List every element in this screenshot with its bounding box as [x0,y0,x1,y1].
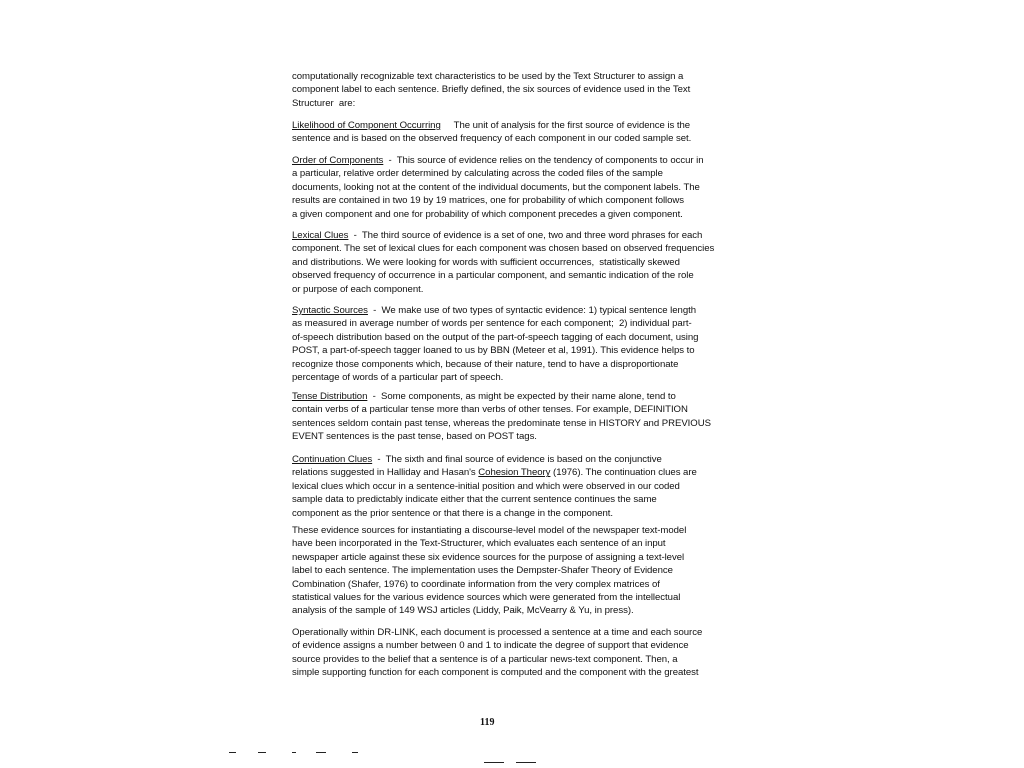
page-number: 119 [480,717,495,728]
line-text: sentences seldom contain past tense, whereas the predominate tense in HISTORY and PREVIOUS [292,417,711,429]
line-text: component. The set of lexical clues for each component was chosen based on observed frequencies [292,243,715,255]
text-line [292,344,722,357]
line-text: a given component and one for probability of which component precedes a given component. [292,208,683,220]
line-text: percentage of words of a particular part of speech. [292,371,504,383]
text-line [292,317,722,330]
line-text: EVENT sentences is the past tense, based on POST tags. [292,431,537,443]
line-text: These evidence sources for instantiating a discourse-level model of the newspaper text-model [292,525,687,536]
line-text: statistical values for the various evidence sources which were generated from the intellectual [292,591,681,603]
line-text: relations suggested in Halliday and Hasan's [292,467,479,479]
line-text: component as the prior sentence or that there is a change in the component. [292,507,614,519]
line-text: sentence and is based on the observed frequency of each component in our coded sample set. [292,133,692,145]
section-heading: Lexical Clues [292,230,349,241]
text-line [292,390,722,403]
line-text: source provides to the belief that a sentence is of a particular news-text component. Then, a [292,653,678,665]
line-text: - This source of evidence relies on the tendency of components to occur in [383,155,704,166]
line-text: contain verbs of a particular tense more than verbs of other tenses. For example, DEFINITION [292,404,688,416]
text-line [292,466,722,479]
line-text: newspaper article against these six evidence sources for the purpose of assigning a text-level [292,551,685,563]
text-line [292,119,722,132]
line-text: have been incorporated in the Text-Structurer, which evaluates each sentence of an input [292,538,666,550]
scan-mark [484,762,504,763]
line-text: a particular, relative order determined by calculating across the coded files of the sample [292,168,663,180]
line-text: recognize those components which, because of their nature, tend to have a disproportionate [292,358,679,370]
text-line [292,181,722,194]
text-line [292,283,722,296]
line-text: POST, a part-of-speech tagger loaned to us by BBN (Meteer et al, 1991). This evidence helps to [292,345,695,357]
text-line [292,403,722,416]
text-line [292,229,722,242]
paragraph [292,70,722,110]
text-line [292,83,722,96]
scan-mark [316,752,326,753]
text-line [292,154,722,167]
text-line [292,578,722,591]
line-text: as measured in average number of words per sentence for each component; 2) individual part- [292,318,692,330]
scan-mark [352,752,358,753]
text-line [292,132,722,145]
text-line [292,358,722,371]
text-line [292,524,722,537]
scan-mark [516,762,536,763]
scan-mark [292,752,296,753]
text-line [292,256,722,269]
cited-title: Cohesion Theory [478,467,551,479]
line-text: of evidence assigns a number between 0 and 1 to indicate the degree of support that evidence [292,640,689,652]
line-text: sample data to predictably indicate either that the current sentence continues the same [292,494,657,506]
text-line [292,269,722,282]
line-text: documents, looking not at the content of the individual documents, but the component labels. The [292,181,700,193]
section-heading: Tense Distribution [292,391,368,402]
text-line [292,417,722,430]
text-line [292,653,722,666]
text-line [292,208,722,221]
paragraph [292,119,722,146]
line-text: analysis of the sample of 149 WSJ articles (Liddy, Paik, McVearry & Yu, in press). [292,605,634,617]
text-line [292,591,722,604]
section-heading: Continuation Clues [292,454,373,465]
text-line [292,453,722,466]
line-text: (1976). The continuation clues are [550,467,697,479]
text-line [292,666,722,679]
line-text: The unit of analysis for the first source of evidence is the [440,120,691,131]
scan-mark [258,752,266,753]
text-line [292,304,722,317]
text-line [292,194,722,207]
paragraph [292,154,722,221]
text-line [292,626,722,639]
line-text: - Some components, as might be expected by their name alone, tend to [367,391,676,402]
section-heading: Likelihood of Component Occurring [292,120,441,131]
paragraph [292,229,722,296]
text-line [292,430,722,443]
text-line [292,70,722,83]
scan-mark [229,752,236,753]
text-line [292,537,722,550]
line-text: or purpose of each component. [292,283,424,295]
section-heading: Order of Components [292,155,384,166]
line-text: component label to each sentence. Briefly defined, the six sources of evidence used in the Text [292,84,691,96]
text-line [292,371,722,384]
paragraph [292,390,722,444]
text-line [292,493,722,506]
text-line [292,564,722,577]
line-text: - The third source of evidence is a set of one, two and three word phrases for each [348,230,703,241]
line-text: - We make use of two types of syntactic evidence: 1) typical sentence length [367,305,697,316]
line-text: Operationally within DR-LINK, each document is processed a sentence at a time and each source [292,627,703,638]
section-heading: Syntactic Sources [292,305,368,316]
line-text: of-speech distribution based on the output of the part-of-speech tagging of each document, using [292,331,699,343]
paragraph [292,453,722,520]
text-line [292,507,722,520]
text-line [292,242,722,255]
line-text: simple supporting function for each component is computed and the component with the greatest [292,667,699,679]
line-text: computationally recognizable text characteristics to be used by the Text Structurer to assign a [292,71,684,82]
paragraph [292,626,722,680]
text-line [292,551,722,564]
text-line [292,480,722,493]
text-line [292,97,722,110]
line-text: Combination (Shafer, 1976) to coordinate information from the very complex matrices of [292,578,660,590]
line-text: results are contained in two 19 by 19 matrices, one for probability of which component follows [292,195,685,207]
paragraph [292,304,722,384]
line-text: Structurer are: [292,97,356,109]
text-line [292,167,722,180]
line-text: observed frequency of occurrence in a particular component, and semantic indication of the role [292,270,694,282]
text-line [292,331,722,344]
line-text: label to each sentence. The implementation uses the Dempster-Shafer Theory of Evidence [292,565,673,577]
text-line [292,604,722,617]
line-text: - The sixth and final source of evidence is based on the conjunctive [372,454,662,465]
line-text: and distributions. We were looking for words with sufficient occurrences, statistically skewed [292,256,680,268]
text-line [292,639,722,652]
line-text: lexical clues which occur in a sentence-initial position and which were observed in our coded [292,480,680,492]
paragraph [292,524,722,618]
